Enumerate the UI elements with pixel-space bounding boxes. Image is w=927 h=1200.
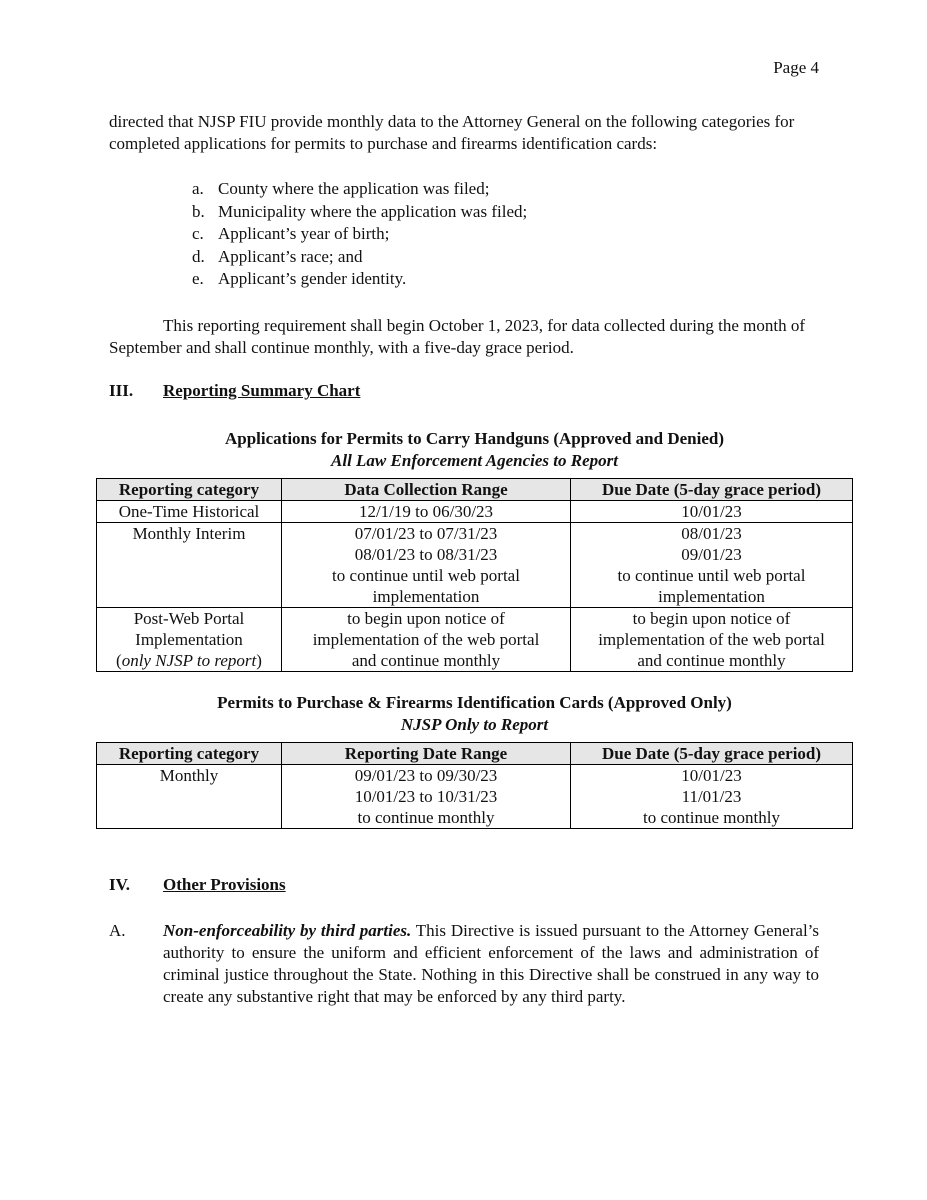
- table-row: [97, 501, 853, 523]
- cell-line: to continue monthly: [643, 808, 780, 827]
- section-number: IV.: [109, 875, 130, 894]
- table-row: [97, 608, 853, 672]
- cell-line: 08/01/23 to 08/31/23: [354, 545, 498, 564]
- cell-line: 09/01/23: [681, 545, 742, 564]
- cell-line: 10/01/23: [681, 766, 742, 785]
- list-letter: b.: [192, 201, 205, 221]
- table-cell: [97, 608, 282, 672]
- cell-line: Implementation: [135, 630, 243, 649]
- provision-text: This Directive is issued pursuant to the Attorney General’s authority to ensure the uniform and efficient enforcement of the laws and administration of criminal justice throughout the State. Nothing in this Directive shall be construed in any way to create any substantive right that may be enforced by any third party.: [163, 921, 819, 1006]
- cell-line: to begin upon notice of: [632, 609, 791, 628]
- section-heading-iii: [109, 380, 360, 402]
- cell-line: to continue until web portal: [617, 566, 806, 585]
- list-letter: c.: [192, 224, 204, 243]
- cell-line: implementation: [658, 587, 765, 606]
- table-row: [97, 523, 853, 608]
- column-header: Reporting category: [97, 743, 282, 765]
- list-item: [192, 268, 527, 291]
- column-header: Reporting Date Range: [282, 743, 571, 765]
- table2-caption-subtitle: NJSP Only to Report: [400, 715, 549, 734]
- list-text: Municipality where the application was filed;: [218, 201, 528, 221]
- table-cell: Monthly: [97, 765, 282, 829]
- table-cell: One-Time Historical: [97, 501, 282, 523]
- table2-caption-title: Permits to Purchase & Firearms Identification Cards (Approved Only): [217, 693, 732, 712]
- column-header: Due Date (5-day grace period): [571, 479, 853, 501]
- provision-title: Non-enforceability by third parties.: [163, 921, 412, 940]
- column-header: Due Date (5-day grace period): [571, 743, 853, 765]
- cell-line: to continue until web portal: [332, 566, 520, 585]
- table-cell: [282, 523, 571, 608]
- provision-body: [163, 920, 819, 1008]
- paren-open: (: [116, 651, 122, 670]
- table1-caption-subtitle: All Law Enforcement Agencies to Report: [331, 451, 618, 470]
- carry-permits-table: [96, 478, 853, 672]
- list-item: [192, 201, 527, 224]
- table-cell: 10/01/23: [571, 501, 853, 523]
- column-header: Data Collection Range: [282, 479, 571, 501]
- cell-line: Post-Web Portal: [133, 609, 245, 628]
- list-item: [192, 246, 527, 269]
- provision-label: A.: [109, 921, 126, 940]
- cell-line: 11/01/23: [681, 787, 742, 806]
- list-text: Applicant’s year of birth;: [218, 224, 390, 243]
- cell-line: implementation of the web portal: [598, 630, 825, 649]
- italic-note: only NJSP to report: [121, 651, 257, 670]
- cell-line: 10/01/23 to 10/31/23: [354, 787, 498, 806]
- category-list: [192, 178, 527, 291]
- section-heading-iv: [109, 874, 286, 896]
- cell-line: implementation: [372, 587, 480, 606]
- table-cell: 12/1/19 to 06/30/23: [282, 501, 571, 523]
- page-number: Page 4: [773, 58, 819, 77]
- section-number: III.: [109, 381, 134, 400]
- list-letter: e.: [192, 269, 204, 288]
- table-cell: [571, 765, 853, 829]
- cell-line: to continue monthly: [357, 808, 495, 827]
- list-letter: d.: [192, 246, 205, 266]
- table-header-row: [97, 479, 853, 501]
- cell-line: and continue monthly: [637, 651, 786, 670]
- cell-line: 07/01/23 to 07/31/23: [354, 524, 498, 543]
- section-title: Other Provisions: [163, 875, 286, 894]
- table-cell: Monthly Interim: [97, 523, 282, 608]
- intro-paragraph: directed that NJSP FIU provide monthly data to the Attorney General on the following categories for completed applications for permits to purchase and firearms identification cards:: [109, 112, 795, 153]
- cell-line: implementation of the web portal: [312, 630, 540, 649]
- cell-line: to begin upon notice of: [347, 609, 505, 628]
- cell-line: [101, 650, 277, 671]
- cell-line: 09/01/23 to 09/30/23: [354, 766, 498, 785]
- purchase-permits-table: [96, 742, 853, 829]
- section-title: Reporting Summary Chart: [163, 381, 361, 400]
- table-header-row: [97, 743, 853, 765]
- table1-caption: [96, 428, 853, 472]
- table-cell: [571, 608, 853, 672]
- list-item: [192, 223, 527, 246]
- list-item: [192, 178, 527, 201]
- table-cell: [282, 765, 571, 829]
- table2-caption: [96, 692, 853, 736]
- paren-close: ): [256, 651, 262, 670]
- table-row: [97, 765, 853, 829]
- list-text: Applicant’s race; and: [218, 246, 363, 266]
- provision-a: [109, 920, 819, 1008]
- list-text: Applicant’s gender identity.: [218, 269, 407, 288]
- list-letter: a.: [192, 179, 204, 198]
- table-cell: [282, 608, 571, 672]
- reporting-requirement-paragraph: This reporting requirement shall begin October 1, 2023, for data collected during the month of September and shall continue monthly, with a five-day grace period.: [109, 316, 806, 357]
- cell-line: and continue monthly: [351, 651, 501, 670]
- cell-line: 08/01/23: [681, 524, 742, 543]
- table-cell: [571, 523, 853, 608]
- list-text: County where the application was filed;: [218, 179, 490, 198]
- column-header: Reporting category: [97, 479, 282, 501]
- table1-caption-title: Applications for Permits to Carry Handguns (Approved and Denied): [224, 429, 724, 448]
